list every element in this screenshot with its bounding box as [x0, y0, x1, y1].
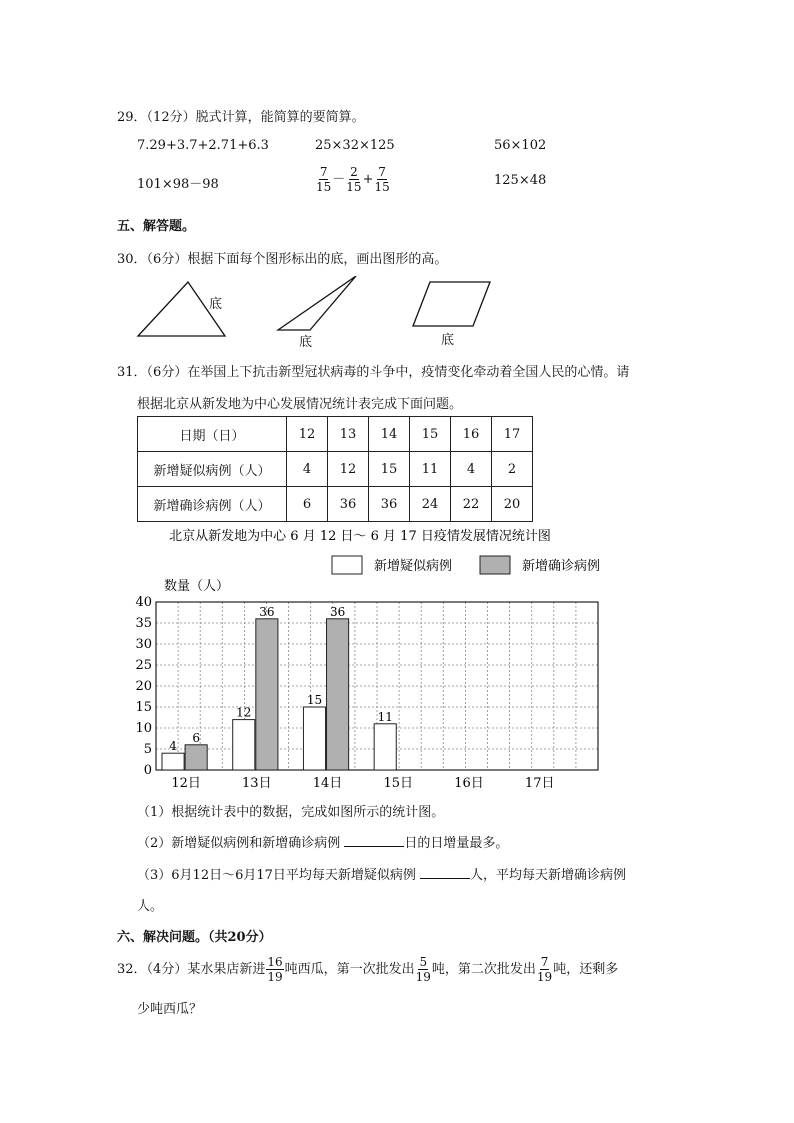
table-cell: 16 [451, 417, 492, 452]
table-cell: 4 [287, 452, 328, 487]
table-cell: 36 [369, 487, 410, 522]
q29-item-4: 101×98－98 [137, 177, 219, 192]
y-tick-label: 25 [135, 658, 152, 673]
bar [162, 753, 184, 770]
legend-label: 新增确诊病例 [522, 559, 601, 574]
data-label: 36 [329, 604, 346, 619]
table-cell: 17 [492, 417, 533, 452]
table-cell: 15 [410, 417, 451, 452]
table-cell: 22 [451, 487, 492, 522]
fraction: $\frac{5}{19}$ [415, 955, 431, 984]
y-tick-label: 5 [143, 742, 152, 757]
table-cell: 12 [287, 417, 328, 452]
legend-swatch [480, 556, 510, 574]
q31-sub-3: （3）6月12日～6月17日平均每天新增疑似病例 人，平均每天新增确诊病例 [137, 868, 627, 883]
statistics-table [137, 416, 533, 522]
bar [374, 724, 396, 770]
table-cell: 6 [287, 487, 328, 522]
epidemic-bar-chart [120, 524, 620, 794]
base-label-2: 底 [299, 335, 313, 350]
table-row [138, 417, 533, 452]
q31-header-line-2: 根据北京从新发地为中心发展情况统计表完成下面问题。 [137, 397, 463, 412]
q30-shapes [130, 276, 530, 352]
table-cell: 14 [369, 417, 410, 452]
table-cell: 20 [492, 487, 533, 522]
section-6-heading: 六、解决问题。（共20分） [117, 930, 272, 945]
section-5-heading: 五、解答题。 [117, 219, 196, 234]
table-row [138, 487, 533, 522]
bar [303, 707, 325, 770]
table-row [138, 452, 533, 487]
bar [256, 619, 278, 770]
table-cell: 4 [451, 452, 492, 487]
legend-label: 新增疑似病例 [374, 559, 453, 574]
q29-fraction-expression: $\frac{7}{15}$ － $\frac{2}{15}$ + $\frac{7}{15}$ [316, 165, 390, 194]
table-cell: 12 [328, 452, 369, 487]
y-tick-label: 35 [135, 616, 152, 631]
q31-header-line-1: 31．（6分）在举国上下抗击新型冠状病毒的斗争中，疫情变化牵动着全国人民的心情。请 [117, 365, 630, 380]
y-axis-label: 数量（人） [164, 579, 230, 594]
x-tick-label: 17日 [524, 776, 555, 791]
fraction: $\frac{7}{19}$ [536, 955, 553, 984]
q30-header: 30．（6分）根据下面每个图形标出的底，画出图形的高。 [117, 252, 448, 267]
triangle-shape-2 [278, 276, 356, 330]
base-label-3: 底 [441, 333, 455, 348]
table-cell: 13 [328, 417, 369, 452]
parallelogram-shape [413, 282, 490, 326]
y-tick-label: 20 [135, 679, 152, 694]
x-tick-label: 13日 [242, 776, 272, 791]
x-tick-label: 15日 [383, 776, 414, 791]
x-tick-label: 16日 [454, 776, 484, 791]
data-label: 11 [377, 709, 393, 724]
chart-title: 北京从新发地为中心 6 月 12 日～ 6 月 17 日疫情发展情况统计图 [169, 529, 551, 544]
table-cell: 2 [492, 452, 533, 487]
data-label: 36 [259, 604, 275, 619]
q31-sub-2: （2）新增疑似病例和新增确诊病例 日的日增量最多。 [137, 836, 509, 851]
data-label: 15 [306, 693, 323, 707]
q29-item-5: 125×48 [494, 173, 547, 188]
y-tick-label: 0 [143, 763, 152, 778]
q32-line-2: 少吨西瓜？ [137, 1002, 203, 1017]
table-cell: 新增确诊病例（人） [138, 487, 287, 522]
q29-item-3: 56×102 [494, 138, 547, 153]
table-cell: 15 [369, 452, 410, 487]
table-cell: 11 [410, 452, 451, 487]
q31-sub-1: （1）根据统计表中的数据，完成如图所示的统计图。 [137, 805, 445, 820]
q31-sub-3-end: 人。 [137, 899, 164, 914]
x-tick-label: 12日 [171, 776, 201, 791]
x-tick-label: 14日 [312, 776, 343, 791]
y-tick-label: 30 [135, 637, 152, 652]
answer-blank[interactable] [344, 834, 404, 847]
y-tick-label: 40 [135, 595, 152, 610]
fraction: $\frac{7}{15}$ [374, 165, 390, 194]
table-cell: 新增疑似病例（人） [138, 452, 287, 487]
fraction: $\frac{2}{15}$ [346, 165, 362, 194]
legend-swatch [332, 556, 362, 574]
bar [327, 619, 349, 770]
table-cell: 24 [410, 487, 451, 522]
bar [233, 720, 255, 770]
base-label-1: 底 [209, 297, 223, 312]
q29-item-2: 25×32×125 [315, 138, 395, 153]
table-cell: 日期（日） [138, 417, 287, 452]
bar [185, 745, 207, 770]
fraction: $\frac{16}{19}$ [267, 955, 283, 984]
data-label: 4 [169, 739, 177, 754]
table-cell: 36 [328, 487, 369, 522]
q29-header: 29．（12分）脱式计算，能简算的要简算。 [117, 110, 365, 125]
y-tick-label: 15 [135, 700, 152, 715]
q32-line-1: 32．（4分）某水果店新进 $\frac{16}{19}$ 吨西瓜，第一次批发出 $\frac{5}{19}$ 吨，第二次批发出 $\frac{7}{19}$ 吨，还剩多 [117, 955, 619, 984]
answer-blank[interactable] [420, 866, 470, 879]
data-label: 6 [192, 730, 200, 745]
y-tick-label: 10 [135, 721, 152, 736]
data-label: 12 [236, 705, 252, 720]
fraction: $\frac{7}{15}$ [316, 165, 332, 194]
q29-item-1: 7.29+3.7+2.71+6.3 [137, 138, 269, 153]
